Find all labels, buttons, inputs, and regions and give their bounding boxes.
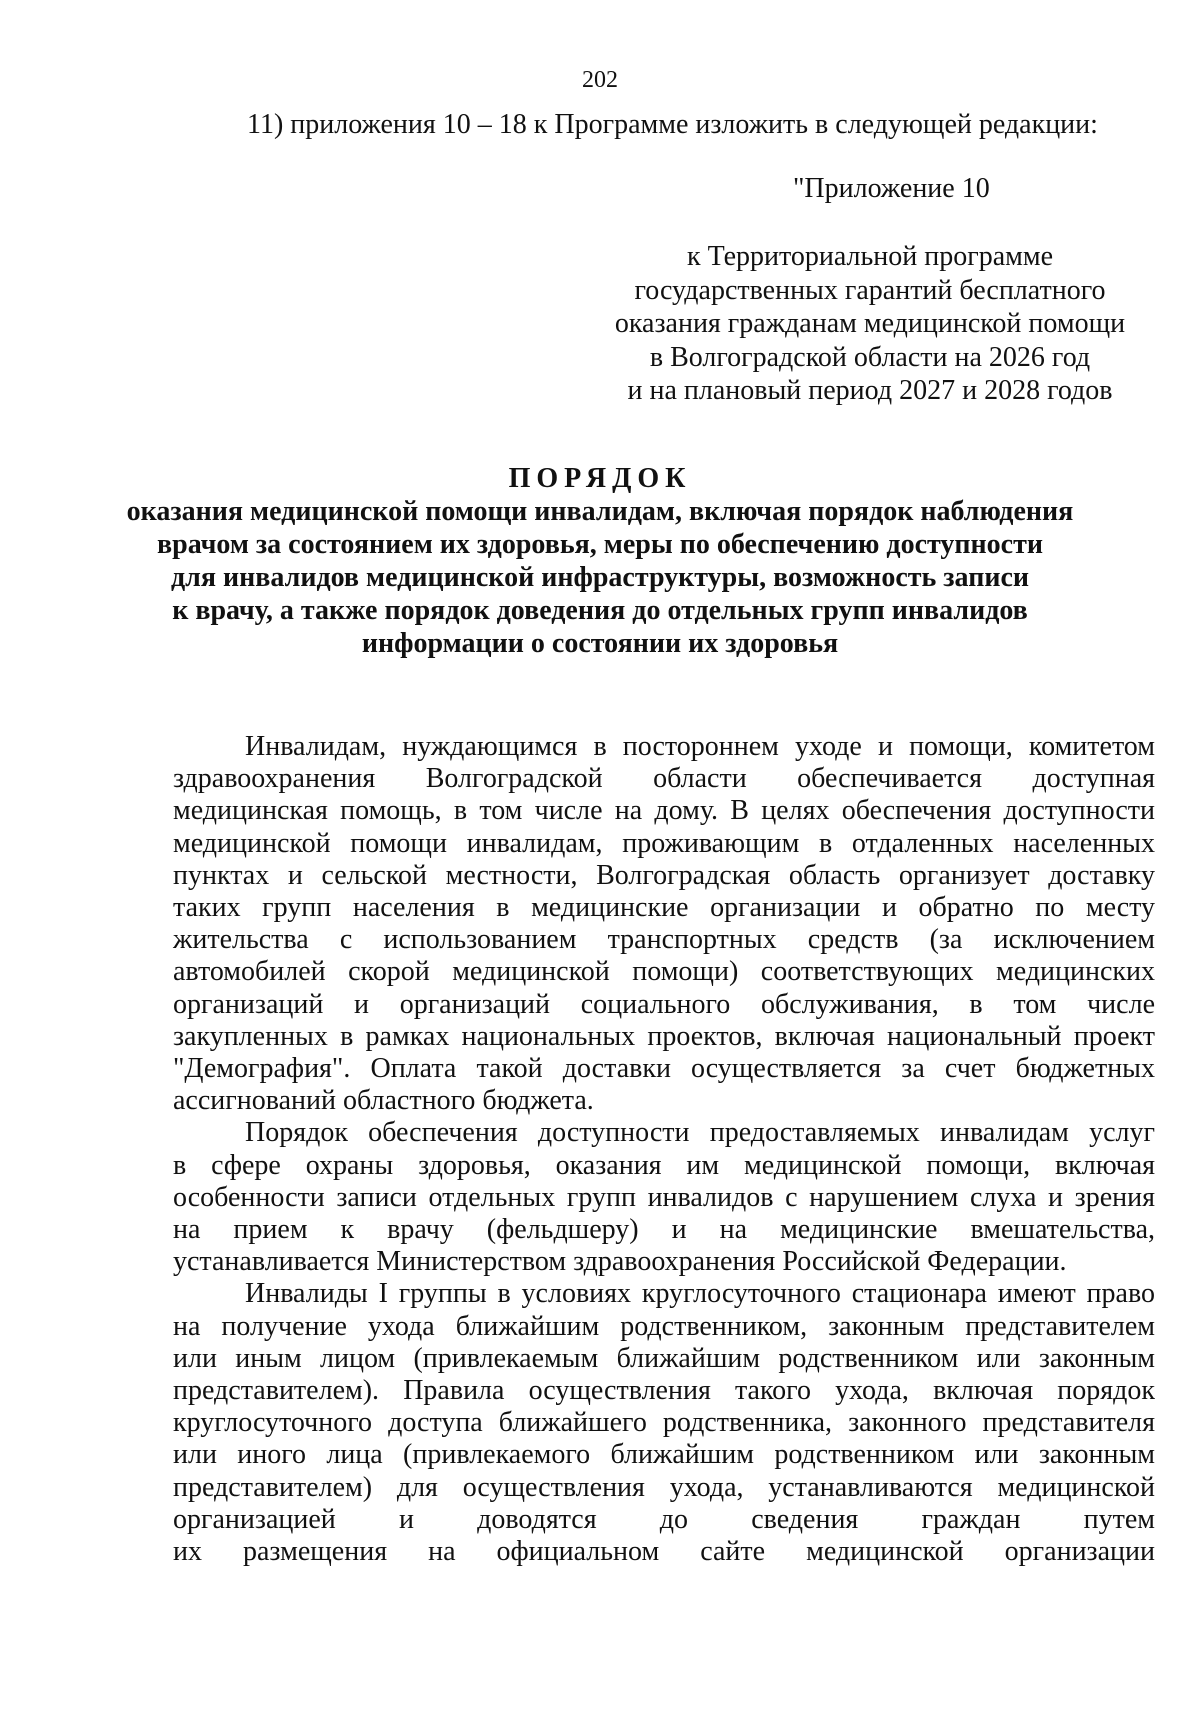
paragraph-line: устанавливается Министерством здравоохранения Российской Федерации. — [173, 1246, 1067, 1278]
paragraph-line: Порядок обеспечения доступности предоставляемых инвалидам услуг — [245, 1117, 1155, 1149]
paragraph-line: или иным лицом (привлекаемым ближайшим родственником или законным — [173, 1342, 1155, 1374]
body-paragraph — [173, 1117, 1155, 1278]
document-heading — [100, 462, 1100, 660]
appendix-title: "Приложение 10 — [793, 173, 990, 204]
body-paragraph — [173, 731, 1155, 1117]
heading-subtitle-line: для инвалидов медицинской инфраструктуры, возможность записи — [170, 562, 1030, 593]
paragraph-line: закупленных в рамках национальных проектов, включая национальный проект — [173, 1020, 1155, 1052]
appendix-reference — [590, 240, 1150, 408]
paragraph-line: "Демография". Оплата такой доставки осуществляется за счет бюджетных — [173, 1053, 1155, 1085]
paragraph-line: круглосуточного доступа ближайшего родственника, законного представителя — [173, 1407, 1155, 1439]
paragraph-line: в сфере охраны здоровья, оказания им медицинской помощи, включая — [173, 1149, 1155, 1181]
paragraph-line: жительства с использованием транспортных средств (за исключением — [173, 924, 1155, 956]
paragraph-line: медицинской помощи инвалидам, проживающим в отдаленных населенных — [173, 827, 1155, 859]
body-paragraph — [173, 1278, 1155, 1568]
intro-paragraph: 11) приложения 10 – 18 к Программе изложить в следующей редакции: — [247, 109, 1098, 140]
appendix-reference-line: оказания гражданам медицинской помощи — [614, 308, 1126, 339]
page-number: 202 — [582, 67, 618, 93]
paragraph-line: медицинская помощь, в том числе на дому. В целях обеспечения доступности — [173, 795, 1155, 827]
document-body — [173, 731, 1155, 1568]
appendix-reference-line: в Волгоградской области на 2026 год — [649, 341, 1091, 373]
paragraph-line: пунктах и сельской местности, Волгоградская область организует доставку — [173, 859, 1155, 891]
paragraph-line: Инвалиды I группы в условиях круглосуточного стационара имеют право — [245, 1278, 1155, 1310]
paragraph-line: организацией и доводятся до сведения граждан путем — [173, 1503, 1155, 1535]
paragraph-line: на прием к врачу (фельдшеру) и на медицинские вмешательства, — [173, 1214, 1155, 1246]
heading-subtitle-line: врачом за состоянием их здоровья, меры по обеспечению доступности — [157, 529, 1043, 560]
paragraph-line: на получение ухода ближайшим родственником, законным представителем — [173, 1310, 1155, 1342]
heading-subtitle-line: к врачу, а также порядок доведения до отдельных групп инвалидов — [172, 595, 1028, 626]
paragraph-line: ассигнований областного бюджета. — [173, 1085, 594, 1117]
paragraph-line: Инвалидам, нуждающимся в постороннем уходе и помощи, комитетом — [245, 731, 1155, 762]
paragraph-line: или иного лица (привлекаемого ближайшим родственником или законным — [173, 1439, 1155, 1471]
paragraph-line: здравоохранения Волгоградской области обеспечивается доступная — [173, 763, 1155, 795]
appendix-reference-line: государственных гарантий бесплатного — [634, 274, 1106, 306]
paragraph-line: их размещения на официальном сайте медицинской организации — [173, 1536, 1155, 1568]
paragraph-line: представителем). Правила осуществления такого ухода, включая порядок — [173, 1375, 1155, 1407]
paragraph-line: организаций и организаций социального обслуживания, в том числе — [173, 988, 1155, 1020]
heading-subtitle-line: информации о состоянии их здоровья — [361, 628, 839, 659]
appendix-reference-line: и на плановый период 2027 и 2028 годов — [627, 375, 1113, 406]
paragraph-line: автомобилей скорой медицинской помощи) соответствующих медицинских — [173, 956, 1155, 988]
paragraph-line: особенности записи отдельных групп инвалидов с нарушением слуха и зрения — [173, 1181, 1155, 1213]
heading-title: ПОРЯДОК — [508, 463, 692, 494]
paragraph-line: таких групп населения в медицинские организации и обратно по месту — [173, 892, 1155, 924]
appendix-reference-line: к Территориальной программе — [686, 241, 1054, 272]
paragraph-line: представителем) для осуществления ухода, устанавливаются медицинской — [173, 1471, 1155, 1503]
heading-subtitle-line: оказания медицинской помощи инвалидам, включая порядок наблюдения — [126, 496, 1074, 527]
